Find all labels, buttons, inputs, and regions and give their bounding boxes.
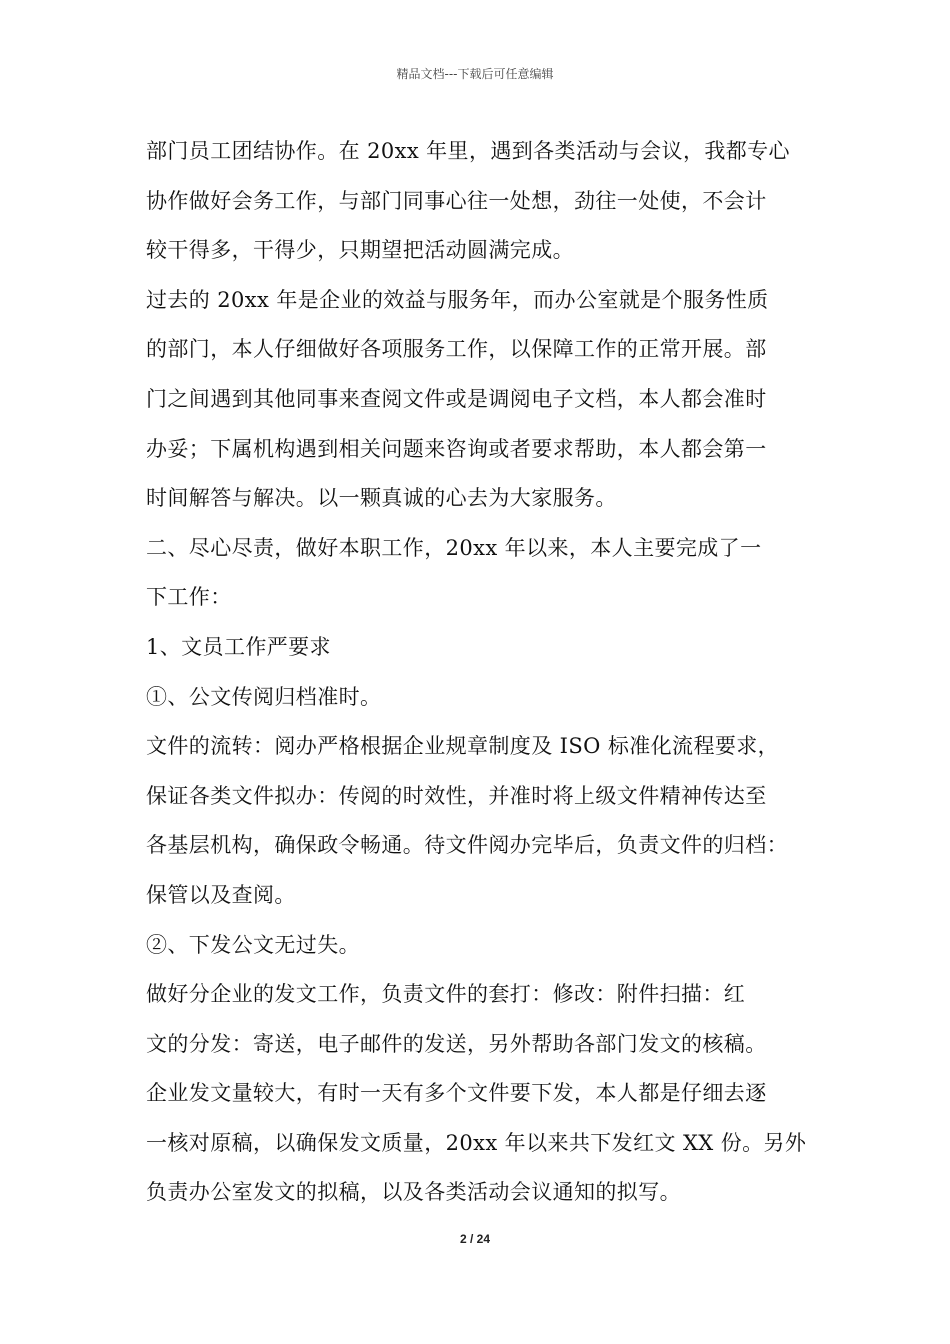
text-line: 二、尽心尽责，做好本职工作，20xx 年以来，本人主要完成了一 bbox=[146, 535, 762, 560]
text-line: 保管以及查阅。 bbox=[146, 882, 296, 907]
text-line: 负责办公室发文的拟稿，以及各类活动会议通知的拟写。 bbox=[146, 1180, 681, 1205]
subsection-heading: ①、公文传阅归档准时。 bbox=[146, 684, 382, 709]
text-line: 时间解答与解决。以一颗真诚的心去为大家服务。 bbox=[146, 486, 617, 511]
text-line: 做好分企业的发文工作，负责文件的套打：修改：附件扫描：红 bbox=[146, 982, 746, 1007]
text-line: 协作做好会务工作，与部门同事心往一处想，劲往一处使，不会计 bbox=[146, 188, 767, 213]
text-line: 过去的 20xx 年是企业的效益与服务年，而办公室就是个服务性质 bbox=[146, 287, 769, 312]
text-line: 部门员工团结协作。在 20xx 年里，遇到各类活动与会议，我都专心 bbox=[146, 139, 790, 163]
page-header: 精品文档---下载后可任意编辑 bbox=[396, 67, 554, 81]
text-line: 下工作： bbox=[146, 585, 232, 610]
text-line: 一核对原稿，以确保发文质量，20xx 年以来共下发红文 XX 份。另外 bbox=[146, 1130, 807, 1155]
text-line: 保证各类文件拟办：传阅的时效性，并准时将上级文件精神传达至 bbox=[146, 783, 767, 808]
text-line: 较干得多，干得少，只期望把活动圆满完成。 bbox=[146, 238, 574, 263]
text-line: 办妥；下属机构遇到相关问题来咨询或者要求帮助，本人都会第一 bbox=[146, 436, 767, 461]
document-body bbox=[146, 127, 826, 1218]
text-line: 文件的流转：阅办严格根据企业规章制度及 ISO 标准化流程要求， bbox=[146, 734, 780, 759]
subsection-heading: ②、下发公文无过失。 bbox=[146, 932, 360, 957]
text-line: 门之间遇到其他同事来查阅文件或是调阅电子文档，本人都会准时 bbox=[146, 386, 767, 411]
text-line: 的部门，本人仔细做好各项服务工作，以保障工作的正常开展。部 bbox=[146, 337, 767, 362]
section-heading: 1、文员工作严要求 bbox=[146, 634, 331, 659]
text-line: 企业发文量较大，有时一天有多个文件要下发，本人都是仔细去逐 bbox=[146, 1081, 767, 1106]
text-line: 各基层机构，确保政令畅通。待文件阅办完毕后，负责文件的归档： bbox=[146, 833, 788, 858]
text-line: 文的分发：寄送，电子邮件的发送，另外帮助各部门发文的核稿。 bbox=[146, 1031, 767, 1056]
page-number: 2 / 24 bbox=[459, 1232, 491, 1246]
